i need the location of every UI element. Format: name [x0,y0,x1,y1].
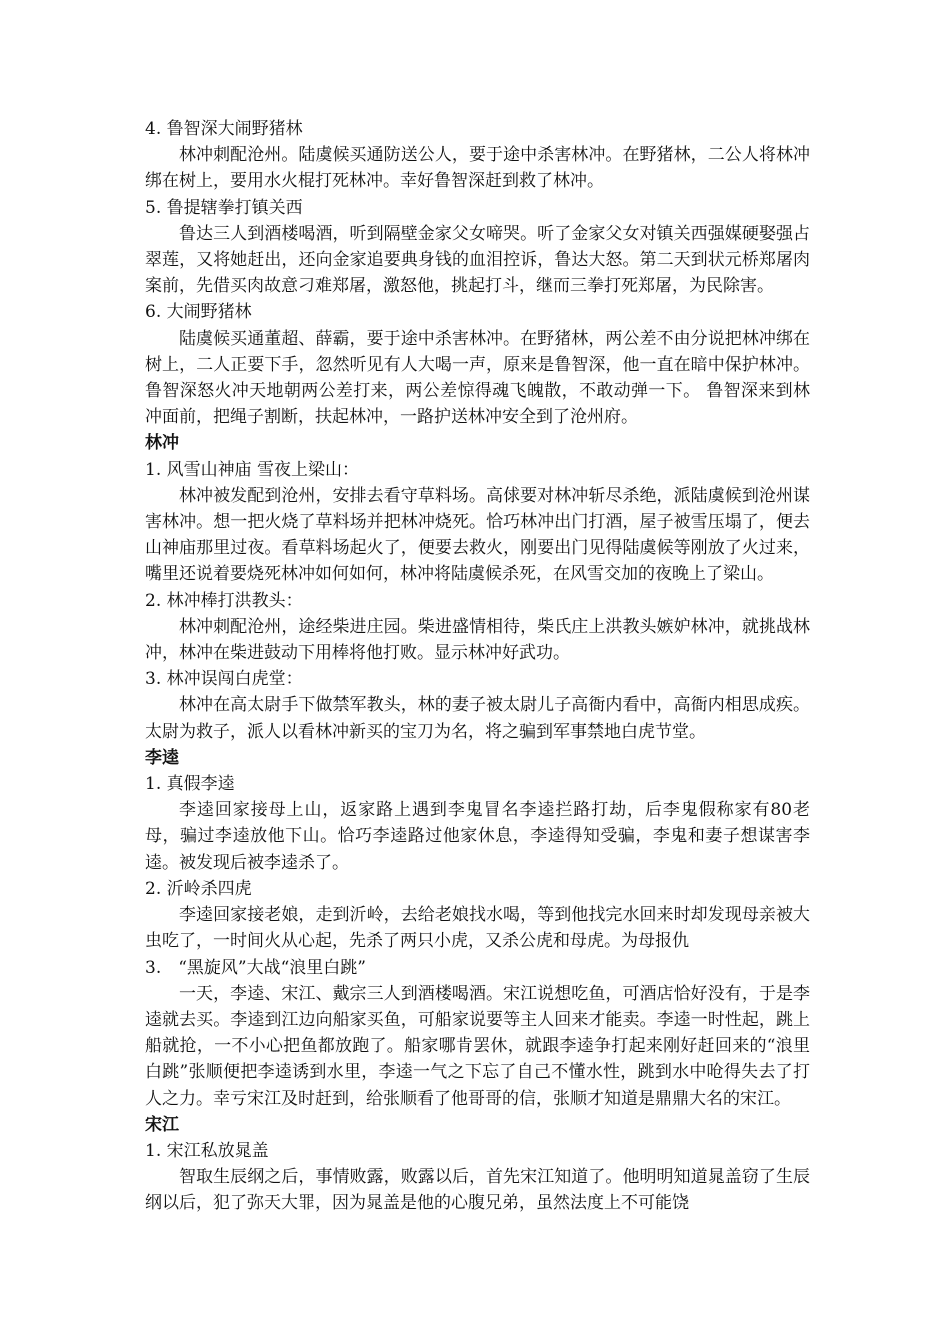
document-page [145,116,810,1217]
paragraph: 林冲刺配沧州。陆虞候买通防送公人，要于途中杀害林冲。在野猪林，二公人将林冲绑在树上，要用水火棍打死林冲。幸好鲁智深赶到救了林冲。 [145,145,810,192]
section-heading: 5. 鲁提辖拳打镇关西 [145,197,303,218]
paragraph: 林冲刺配沧州，途经柴进庄园。柴进盛情相待，柴氏庄上洪教头嫉妒林冲，就挑战林冲，林冲在柴进鼓动下用棒将他打败。显示林冲好武功。 [145,616,810,664]
section-heading: 1. 真假李逵 [145,774,235,795]
paragraph: 鲁达三人到酒楼喝酒，听到隔壁金家父女啼哭。听了金家父女对镇关西强媒硬娶强占翠莲，又将她赶出，还向金家追要典身钱的血泪控诉，鲁达大怒。第二天到状元桥郑屠肉案前，先借买肉故意刁难郑屠，激怒他，挑起打斗，继而三拳打死郑屠，为民除害。 [145,223,810,297]
section-heading: 1. 风雪山神庙 雪夜上梁山： [145,459,360,480]
paragraph: 陆虞候买通董超、薛霸，要于途中杀害林冲。在野猪林，两公差不由分说把林冲绑在树上，二人正要下手，忽然听见有人大喝一声，原来是鲁智深，他一直在暗中保护林冲。鲁智深怒火冲天地朝两公差打来，两公差惊得魂飞魄散，不敢动弹一下。 鲁智深来到林冲面前，把绳子割断，扶起林冲，一路护送林冲安全到了沧州府。 [145,328,810,428]
section-heading: 6. 大闹野猪林 [145,302,252,323]
paragraph: 智取生辰纲之后，事情败露，败露以后，首先宋江知道了。他明明知道晁盖窃了生辰纲以后，犯了弥天大罪，因为晁盖是他的心腹兄弟，虽然法度上不可能饶 [145,1167,810,1214]
character-title: 宋江 [145,1114,179,1135]
section-heading: 2. 林冲棒打洪教头： [145,590,303,611]
character-title: 李逵 [145,747,179,768]
section-heading: 3. 林冲误闯白虎堂： [145,669,303,690]
paragraph: 李逵回家接老娘，走到沂岭，去给老娘找水喝，等到他找完水回来时却发现母亲被大虫吃了，一时间火从心起，先杀了两只小虎，又杀公虎和母虎。为母报仇 [145,905,810,952]
paragraph: 林冲被发配到沧州，安排去看守草料场。高俅要对林冲斩尽杀绝，派陆虞候到沧州谋害林冲。想一把火烧了草料场并把林冲烧死。恰巧林冲出门打酒，屋子被雪压塌了，便去山神庙那里过夜。看草料场起火了，便要去救火，刚要出门见得陆虞候等刚放了火过来，嘴里还说着要烧死林冲如何如何，林冲将陆虞候杀死，在风雪交加的夜晚上了梁山。 [145,485,810,585]
section-heading: 3. “黑旋风”大战“浪里白跳” [145,957,366,978]
section-heading: 2. 沂岭杀四虎 [145,878,252,899]
character-title: 林冲 [145,433,179,454]
section-heading: 4. 鲁智深大闹野猪林 [145,119,303,139]
paragraph: 一天，李逵、宋江、戴宗三人到酒楼喝酒。宋江说想吃鱼，可酒店恰好没有，于是李逵就去买。李逵到江边向船家买鱼，可船家说要等主人回来才能卖。李逵一时性起，跳上船就抢，一不小心把鱼都放跑了。船家哪肯罢休，就跟李逵争打起来刚好赶回来的“浪里白跳”张顺便把李逵诱到水里，李逵一气之下忘了自己不懂水性，跳到水中呛得失去了打人之力。幸亏宋江及时赶到，给张顺看了他哥哥的信，张顺才知道是鼎鼎大名的宋江。 [145,983,810,1109]
paragraph: 林冲在高太尉手下做禁军教头，林的妻子被太尉儿子高衙内看中，高衙内相思成疾。太尉为救子，派人以看林冲新买的宝刀为名，将之骗到军事禁地白虎节堂。 [145,695,810,742]
paragraph: 李逵回家接母上山，返家路上遇到李鬼冒名李逵拦路打劫，后李鬼假称家有80老母，骗过李逵放他下山。恰巧李逵路过他家休息，李逵得知受骗，李鬼和妻子想谋害李逵。被发现后被李逵杀了。 [145,800,810,873]
section-heading: 1. 宋江私放晁盖 [145,1140,269,1161]
